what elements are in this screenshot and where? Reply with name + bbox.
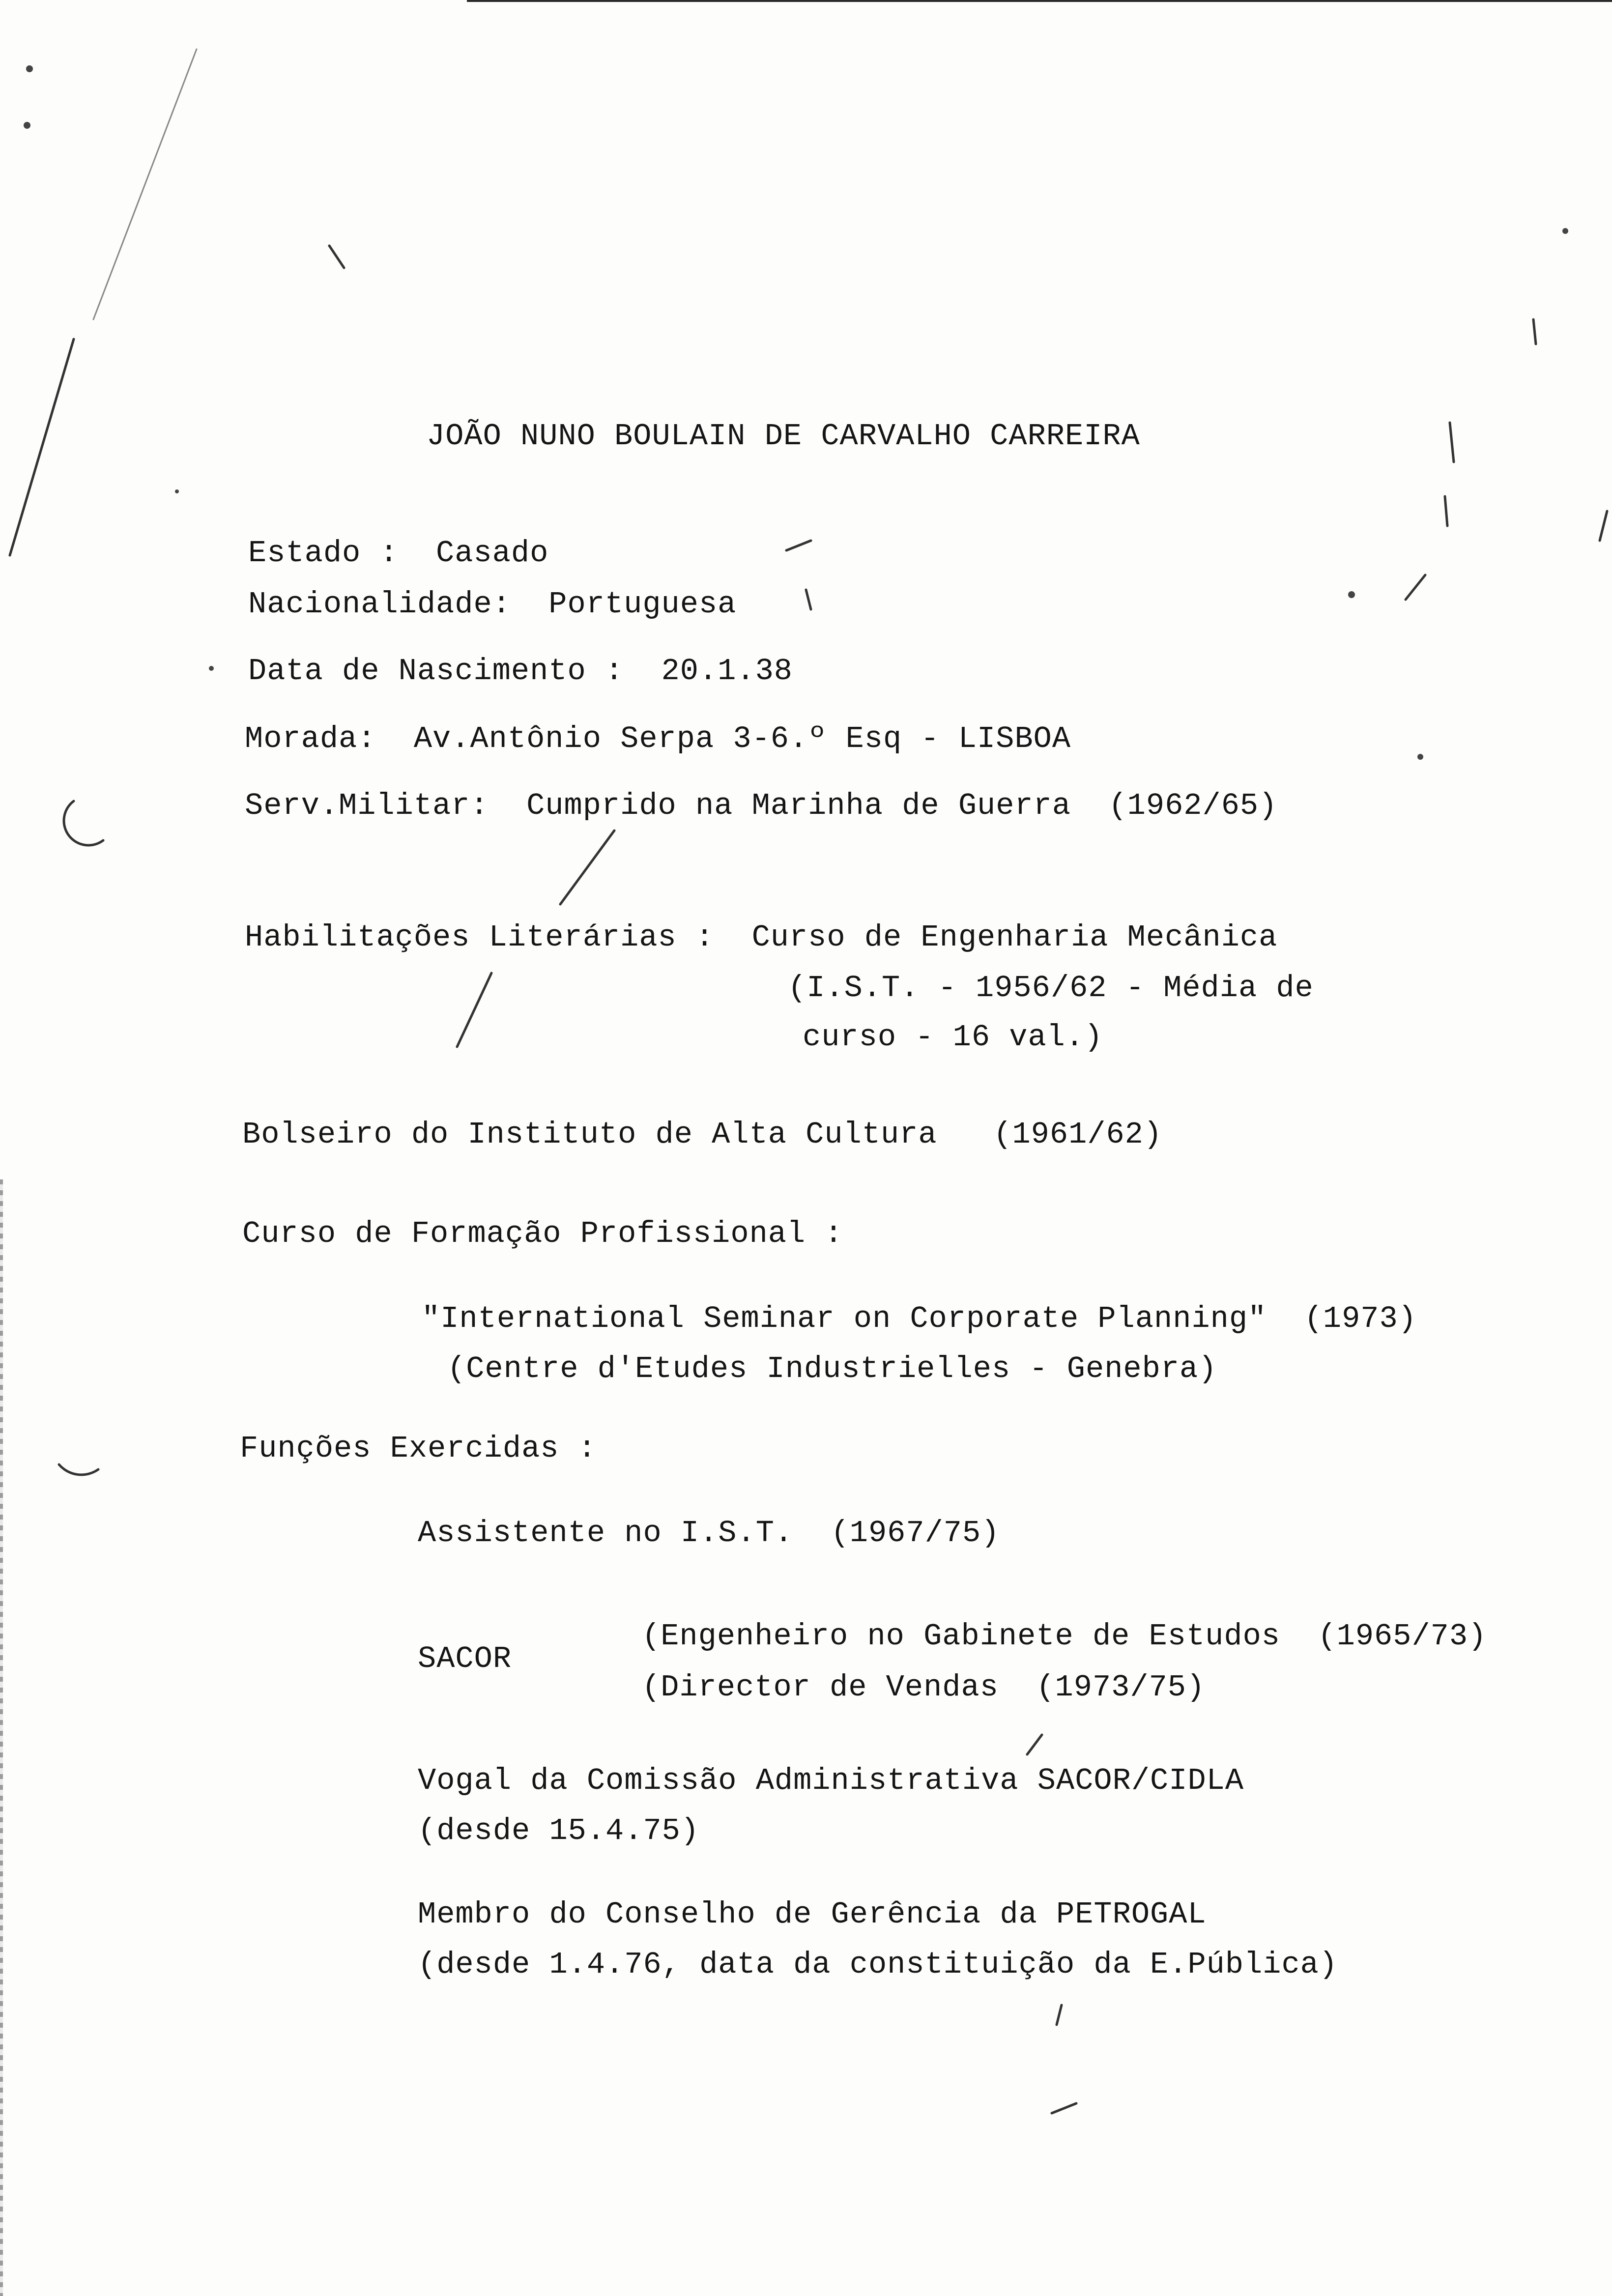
scan-dot [209, 666, 214, 671]
text-line: Curso de Formação Profissional : [242, 1216, 843, 1251]
text-line: (desde 15.4.75) [418, 1813, 700, 1848]
text-line: Estado : Casado [248, 536, 549, 571]
scan-stroke [1052, 2103, 1076, 2113]
text-line: Membro do Conselho de Gerência da PETROGAL [418, 1897, 1207, 1932]
scan-stroke [93, 49, 197, 319]
scan-stroke [64, 801, 103, 845]
scan-stroke [1533, 319, 1536, 344]
text-line: Bolseiro do Instituto de Alta Cultura (1961/62) [242, 1117, 1163, 1152]
text-line: Vogal da Comissão Administrativa SACOR/CIDLA [418, 1763, 1244, 1798]
scan-stroke [1445, 496, 1447, 526]
scan-stroke [1027, 1735, 1042, 1754]
scan-dot [175, 489, 179, 493]
scan-stroke [1600, 511, 1607, 541]
text-line: Habilitações Literárias : Curso de Engenharia Mecânica [245, 920, 1278, 955]
scan-stroke [786, 541, 811, 550]
text-line: (Engenheiro no Gabinete de Estudos (1965/73) [642, 1619, 1487, 1654]
scan-stroke [10, 339, 74, 555]
scan-stroke [457, 973, 491, 1047]
text-line: Funções Exercidas : [240, 1431, 597, 1466]
scan-dot [1562, 228, 1568, 234]
scan-dot [1348, 591, 1355, 598]
scan-dot [24, 122, 30, 129]
text-line: (I.S.T. - 1956/62 - Média de [788, 971, 1314, 1005]
text-line: Serv.Militar: Cumprido na Marinha de Guerra (1962/65) [245, 788, 1278, 823]
scan-dot [26, 65, 33, 72]
scan-dot [1417, 754, 1423, 760]
text-line: SACOR [418, 1641, 512, 1676]
text-line: Assistente no I.S.T. (1967/75) [418, 1516, 1000, 1550]
scan-stroke [1406, 575, 1425, 600]
scan-stroke [560, 831, 614, 904]
scan-stroke [806, 590, 811, 609]
text-line: (Director de Vendas (1973/75) [642, 1670, 1206, 1705]
text-line: "International Seminar on Corporate Planning" (1973) [422, 1301, 1417, 1336]
text-line: Morada: Av.Antônio Serpa 3-6.º Esq - LISBOA [245, 721, 1071, 756]
scan-stroke [1057, 2005, 1062, 2025]
text-line: (Centre d'Etudes Industrielles - Genebra) [447, 1351, 1217, 1386]
text-line: (desde 1.4.76, data da constituição da E.Pública) [418, 1947, 1338, 1982]
scan-stroke [59, 1464, 98, 1475]
text-line: Nacionalidade: Portuguesa [248, 587, 737, 622]
scan-stroke [1450, 423, 1454, 462]
text-line: curso - 16 val.) [803, 1020, 1103, 1055]
text-line: Data de Nascimento : 20.1.38 [248, 654, 793, 689]
document-title: JOÃO NUNO BOULAIN DE CARVALHO CARREIRA [427, 419, 1140, 454]
scan-stroke [329, 246, 344, 268]
